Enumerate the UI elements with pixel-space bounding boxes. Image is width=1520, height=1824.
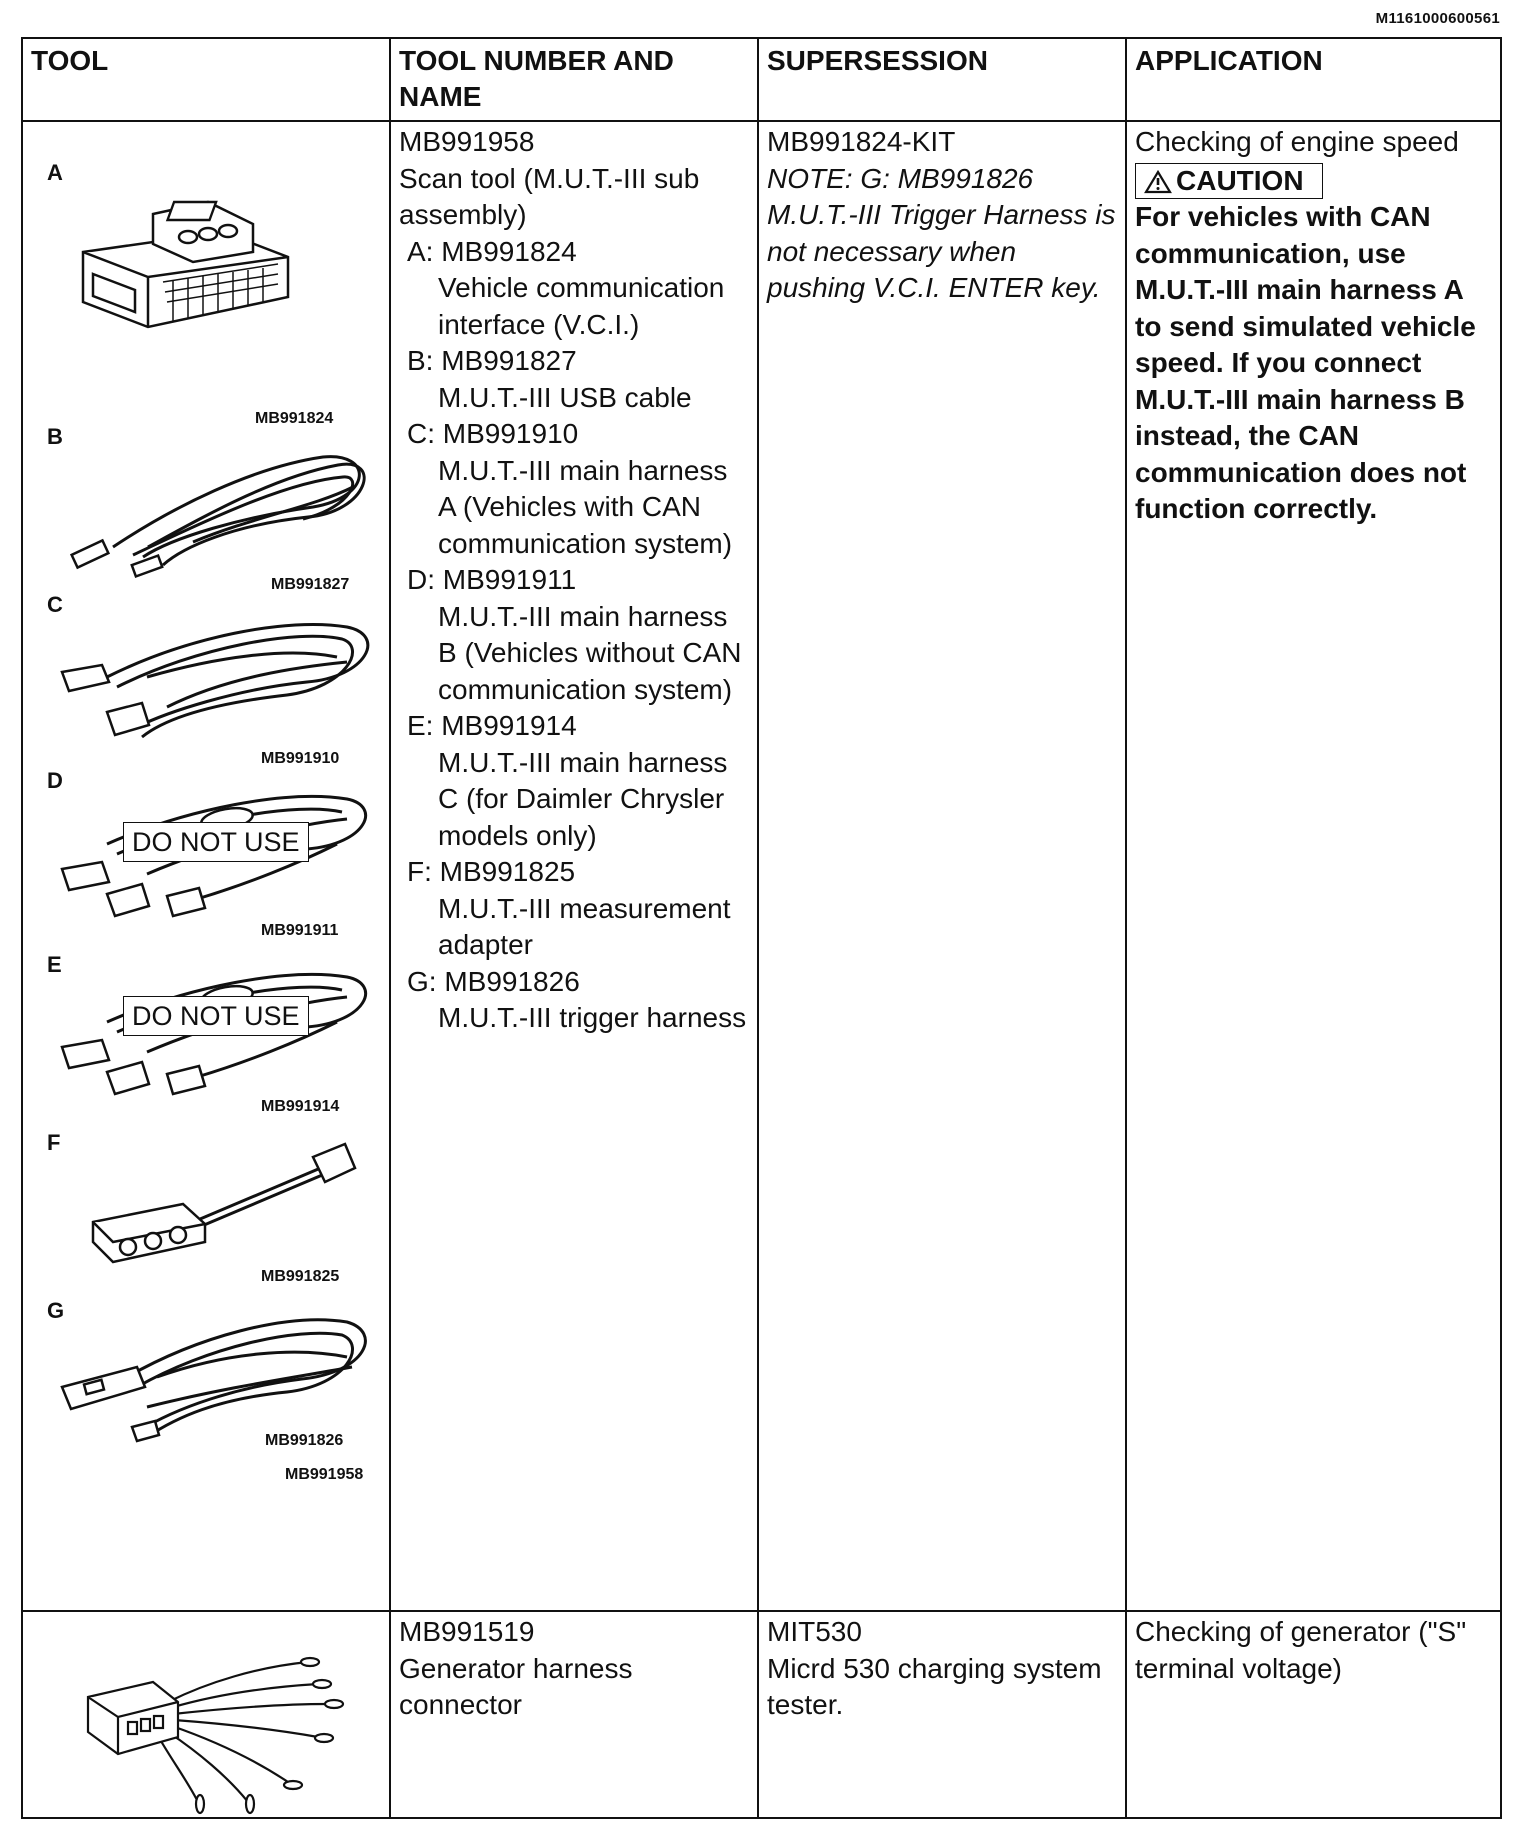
tool-illustrations-cell: [22, 121, 390, 1611]
tool-letter: D: [47, 768, 63, 793]
supersession-note: NOTE: G: MB991826 M.U.T.-III Trigger Harness is not necessary when pushing V.C.I. ENTER key.: [767, 162, 1116, 303]
tool-number-and-name-cell: [390, 121, 758, 1611]
tool-illustrations-cell: [22, 1611, 390, 1818]
application-text: Checking of engine speed: [1135, 126, 1459, 157]
application-cell: [1126, 121, 1501, 1611]
tool-letter: B: [47, 424, 63, 449]
vci-icon: [73, 172, 303, 342]
supersession-description: Micrd 530 charging system tester.: [767, 1652, 1102, 1720]
tool-letter: C: [47, 592, 63, 617]
supersession-number: MIT530: [767, 1616, 862, 1647]
subitem-name: Vehicle communication interface (V.C.I.): [438, 272, 725, 340]
trigger-harness-icon: [47, 1307, 377, 1452]
list-item: [407, 964, 749, 1037]
caution-label-text: CAUTION: [1176, 164, 1304, 196]
document-id: M1161000600561: [1375, 10, 1500, 27]
header-tool: TOOL: [22, 38, 390, 121]
tool-number: MB991519: [399, 1616, 535, 1647]
list-item: [407, 562, 749, 708]
application-cell: [1126, 1611, 1501, 1818]
tool-caption: MB991910: [261, 750, 340, 767]
tool-caption: MB991914: [261, 1098, 340, 1115]
warning-triangle-icon: [1144, 170, 1172, 194]
list-item: [407, 416, 749, 562]
subitem-code: C: MB991910: [407, 418, 579, 449]
assembly-caption: MB991958: [285, 1466, 364, 1483]
subitem-code: G: MB991826: [407, 965, 580, 997]
tool-letter: A: [47, 160, 63, 185]
list-item: [407, 234, 749, 344]
special-tools-table: [21, 37, 1502, 1819]
do-not-use-stamp: DO NOT USE: [123, 996, 309, 1036]
tool-name: Generator harness connector: [399, 1652, 633, 1720]
tool-letter: G: [47, 1298, 65, 1323]
subitem-code: A: MB991824: [407, 235, 577, 267]
subitem-code: E: MB991914: [407, 710, 577, 741]
subitem-name: M.U.T.-III main harness A (Vehicles with CAN communication system): [438, 454, 733, 559]
tool-caption: MB991826: [265, 1432, 344, 1449]
subitem-code: B: MB991827: [407, 345, 577, 376]
subitem-code: F: MB991825: [407, 856, 576, 887]
subitem-name: M.U.T.-III trigger harness: [438, 1002, 747, 1033]
supersession-cell: [758, 1611, 1126, 1818]
measurement-adapter-icon: [83, 1142, 373, 1282]
tool-number: MB991958: [399, 126, 535, 157]
table-header-row: [22, 38, 1501, 121]
list-item: [407, 343, 749, 416]
list-item: [407, 708, 749, 854]
main-harness-a-icon: [47, 617, 377, 747]
tool-caption: MB991827: [271, 576, 350, 593]
header-supersession: SUPERSESSION: [758, 38, 1126, 121]
application-text: Checking of generator ("S" terminal voltage): [1135, 1616, 1467, 1684]
subitem-name: M.U.T.-III main harness C (for Daimler Chrysler models only): [438, 746, 728, 851]
tool-letter: E: [47, 952, 62, 977]
subitem-name: M.U.T.-III main harness B (Vehicles without CAN communication system): [438, 600, 742, 705]
subitem-name: M.U.T.-III measurement adapter: [438, 892, 731, 960]
table-row: [22, 1611, 1501, 1818]
supersession-number: MB991824-KIT: [767, 126, 956, 157]
header-application: APPLICATION: [1126, 38, 1501, 121]
do-not-use-stamp: DO NOT USE: [123, 822, 309, 862]
tool-caption: MB991825: [261, 1268, 340, 1285]
list-item: [407, 854, 749, 964]
header-tool-number-and-name: TOOL NUMBER AND NAME: [390, 38, 758, 121]
caution-label: [1135, 163, 1323, 199]
subitem-list: [399, 234, 749, 1037]
subitem-name: M.U.T.-III USB cable: [438, 381, 692, 413]
tool-number-and-name-cell: [390, 1611, 758, 1818]
tool-letter: F: [47, 1130, 61, 1155]
table-row: [22, 121, 1501, 1611]
subitem-code: D: MB991911: [407, 564, 577, 595]
tool-caption: MB991911: [261, 922, 339, 939]
tool-caption: MB991824: [255, 410, 334, 427]
supersession-cell: [758, 121, 1126, 1611]
tool-name: Scan tool (M.U.T.-III sub assembly): [399, 162, 700, 230]
usb-cable-icon: [53, 447, 373, 577]
caution-text: For vehicles with CAN communication, use M.U.T.-III main harness A to send simulated vehicle speed. If you connect M.U.T.-III main harness B instead, the CAN communication does not function correctly.: [1135, 201, 1476, 524]
generator-harness-connector-icon: [78, 1642, 368, 1812]
